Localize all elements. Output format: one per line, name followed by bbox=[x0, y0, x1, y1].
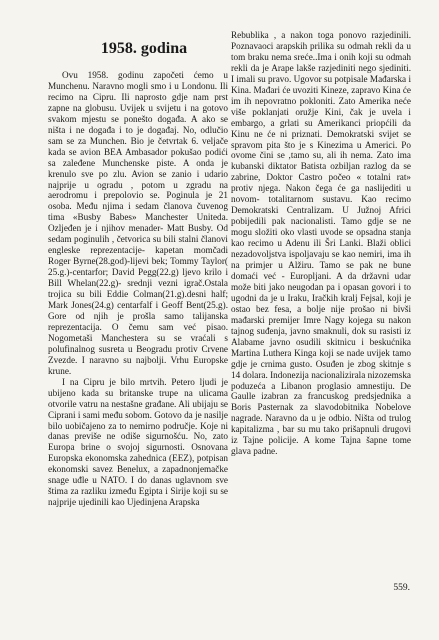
right-column bbox=[231, 30, 411, 457]
left-column bbox=[48, 70, 228, 508]
paragraph: Rebublika , a nakon toga ponovo razjedinili. Poznavaoci arapskih prilika su odmah rekli da u tom braku nema sreće..Ima i onih koji su odmah rekli da je Arape lakše razjediniti nego sjediniti. I imali su pravo. Ugovor su potpisale Mađarska i Kina. Mađari će uvoziti Kineze, zapravo Kina će im ih nepovratno pokloniti. Zato Amerika neće više poklanjati oružje Kini, čak je uvela i embargo, a grlati su Amerikanci priopćili da Kinu ne će ni priznati. Demokratski svijet se spravom pita što je s Kinezima u Americi. Po ovome čini se ,tamo su, ali ih nema. Zato ima kubanski diktator Batista ozbiljan razlog da se zabrine, Doktor Castro počeo « totalni rat» protiv njega. Nakon čega će ga naslijediti u novom- totalitarnom sustavu. Kao recimo Demokratski Centralizam. U Južnoj Africi pobijedili pak nacionalisti. Tamo gdje se ne mogu složiti oko vlasti uvode se opsadna stanja kao recimo u Adenu ili Šri Lanki. Blaži oblici nezadovoljstva ispoljavaju se kao nemiri, ima ih na primjer u Alžiru. Tamo se pak ne bune domaći već - Europljani. A da državni udar može biti jako neugodan pa i opasan govori i to ugodni da je u Iraku, Iračkih kralj Fejsal, koji je ostao bez fesa, a bolje nije prošao ni bivši mađarski premijer Imre Nagy kojega su nakon tajnog suđenja, javno smaknuli, dok su rasisti iz Alabame javno osudili skitnicu i beskućnika Martina Luthera Kinga koji se nade uvijek tamo gdje je crnima gusto. Osuđen je zbog skitnje s 14 dolara. Indonezija nacionalizirala nizozemska poduzeća a Libanon proglasio amnestiju. De Gaulle izabran za francuskog predsjednika a Boris Pasternak za slavodobitnika Nobelove nagrade. Naravno da u je odbio. Ništa od trulog kapitalizma , bar su mu tako prišapnuli drugovi iz Tajne policije. A kome Tajna šapne tome glava padne. bbox=[231, 30, 411, 457]
paragraph: I na Cipru je bilo mrtvih. Petero ljudi je ubijeno kada su britanske trupe na ulicama otvorile vatru na nestašne građane. Ali ubijaju se Ciprani i sami među sobom. Gotovo da je nasilje bilo uobičajeno za to nemirno područje. Koje ni danas previše ne odiše sigurnošću. No, zato Europa brine o svojoj sigurnosti. Osnovana Europska ekonomska zahednica (EEZ), potpisan ekonomski savez Benelux, a zapadnonjemačke snage uđle u NATO. I do danas uglavnom sve štima za razliku između Egipta i Sirije koji su se najprije ujedinili kao Ujedinjena Arapska bbox=[48, 376, 228, 508]
page-title: 1958. godina bbox=[100, 40, 188, 57]
paragraph: Ovu 1958. godinu započeti ćemo u Munchenu. Naravno mogli smo i u Londonu. Ili recimo na Cipru. Ili naprosto gdje nam prst zapne na globusu. Uvijek u svijetu i na gotovo svakom mjestu se ponešto događa. A ako se ništa i ne događa i to je događaj. No, odlučio sam se za Munchen. Bio je četvrtak 6. veljače kada se avion BEA Ambasador pokušao podići sa zaleđene Munchenske piste. A onda je krenulo sve po zlu. Avion se zanio i udario najprije u ogradu , potom u zgradu na aerodromu i prepolovio se. Poginula je 21 osoba. Među njima i sedam članova čuvenog tima «Busby Babes» Manchester Uniteda. Ozljeđen je i njihov menader- Matt Busby. Od sedam poginulih , četvorica su bili stalni članovi engleske reprezentacije- kapetan momčadi Roger Byrne(28.god)-lijevi bek; Tommy Taylor( 25.g.)-centarfor; David Pegg(22.g) ljevo krilo i Bill Whelan(22.g)- srednji vezni igrač.Ostala trojica su bili Eddie Colman(21.g).desni half; Mark Jones(24.g) centarfalf i Geoff Bent(25.g). Gore od njih je prošla samo talijanska reprezentacija. O čemu sam već pisao. Nogometaši Manchestera su se vraćali s polufinalnog susreta u Beogradu protiv Crvene Zvezde. I naravno su najbolji. Vrhu Europske krune. bbox=[48, 70, 228, 376]
page-number: 559. bbox=[393, 583, 410, 593]
